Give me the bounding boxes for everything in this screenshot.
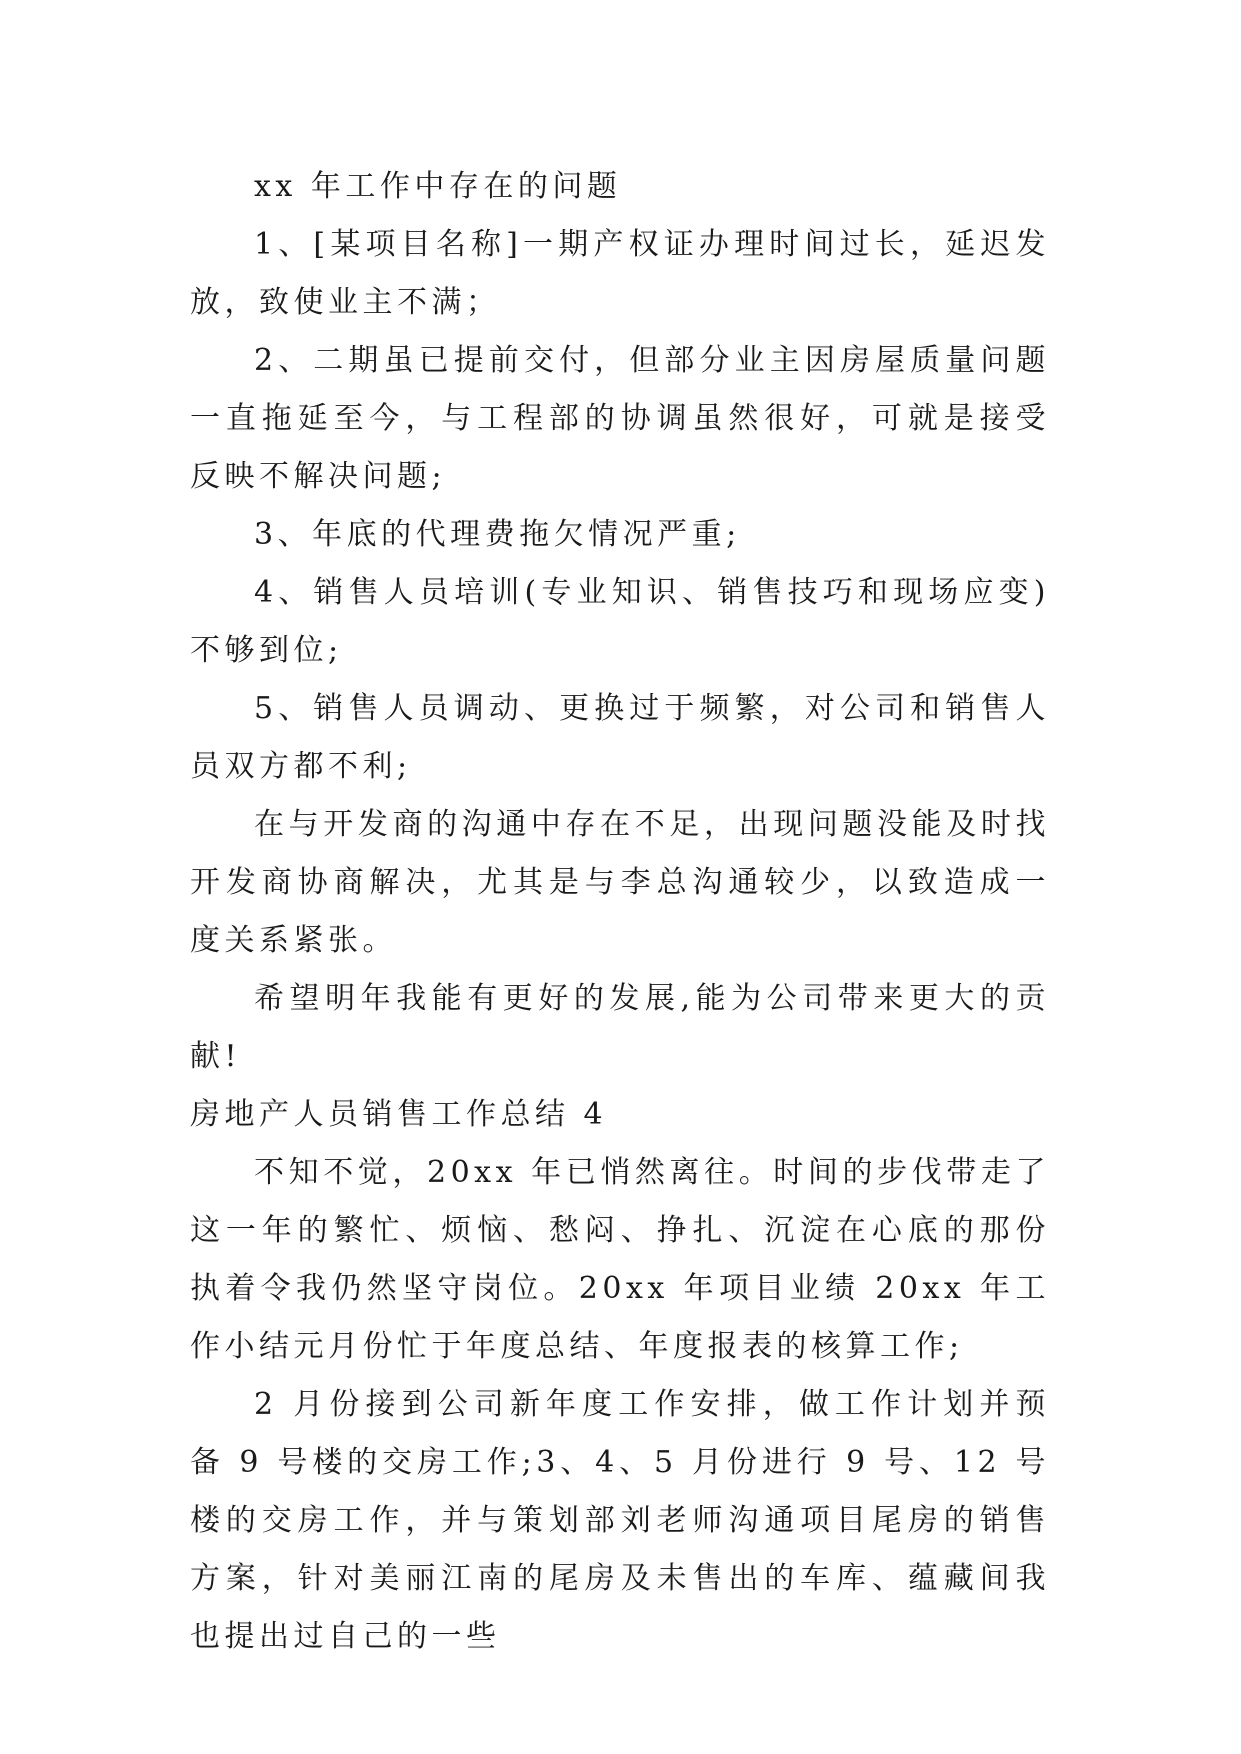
paragraph-problem-5: 5、销售人员调动、更换过于频繁，对公司和销售人员双方都不利;	[190, 691, 1050, 784]
document-body	[190, 158, 1050, 1666]
paragraph-communication: 在与开发商的沟通中存在不足，出现问题没能及时找开发商协商解决，尤其是与李总沟通较少，以致造成一度关系紧张。	[190, 807, 1050, 958]
paragraph-problem-2: 2、二期虽已提前交付，但部分业主因房屋质量问题一直拖延至今，与工程部的协调虽然很好，可就是接受反映不解决问题;	[190, 343, 1050, 494]
section-title: 房地产人员销售工作总结 4	[190, 1097, 608, 1132]
paragraph-year-review: 不知不觉，20xx 年已悄然离往。时间的步伐带走了这一年的繁忙、烦恼、愁闷、挣扎、沉淀在心底的那份执着令我仍然坚守岗位。20xx 年项目业绩 20xx 年工作小结元月份忙于年度总结、年度报表的核算工作;	[190, 1155, 1050, 1364]
paragraph-hope: 希望明年我能有更好的发展,能为公司带来更大的贡献!	[190, 981, 1050, 1074]
paragraph-problem-1: 1、[某项目名称]一期产权证办理时间过长，延迟发放，致使业主不满；	[190, 227, 1050, 320]
paragraph-problems-heading: xx 年工作中存在的问题	[254, 169, 622, 204]
paragraph-february: 2 月份接到公司新年度工作安排，做工作计划并预备 9 号楼的交房工作;3、4、5 月份进行 9 号、12 号楼的交房工作，并与策划部刘老师沟通项目尾房的销售方案，针对美丽江南的尾房及未售出的车库、蕴藏间我也提出过自己的一些	[190, 1387, 1050, 1654]
paragraph-problem-3: 3、年底的代理费拖欠情况严重;	[254, 517, 741, 552]
paragraph-problem-4: 4、销售人员培训(专业知识、销售技巧和现场应变)不够到位;	[190, 575, 1050, 668]
